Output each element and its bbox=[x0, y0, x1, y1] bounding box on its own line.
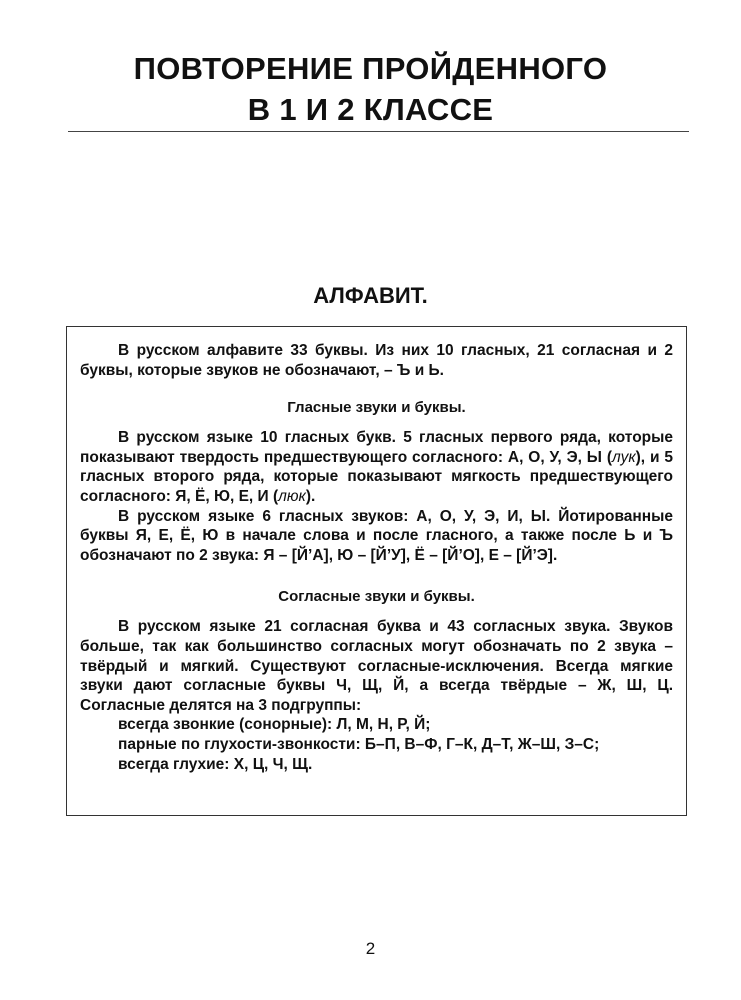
vowels-text-part-1: В русском языке 10 гласных букв. 5 гласных первого ряда, которые показывают твердость предшествующего согласного: А, О, У, Э, Ы ( bbox=[80, 429, 673, 466]
consonant-group-paired: парные по глухости-звонкости: Б–П, В–Ф, Г–К, Д–Т, Ж–Ш, З–С; bbox=[118, 735, 600, 753]
section-heading: АЛФАВИТ. bbox=[313, 283, 428, 308]
vowels-subheading: Гласные звуки и буквы. bbox=[287, 399, 466, 417]
alphabet-intro-paragraph: В русском алфавите 33 буквы. Из них 10 гласных, 21 согласная и 2 буквы, которые звуков не обозначают, – Ъ и Ь. bbox=[80, 342, 673, 379]
consonant-group-voiced: всегда звонкие (сонорные): Л, М, Н, Р, Й; bbox=[118, 716, 431, 734]
consonants-subheading: Согласные звуки и буквы. bbox=[278, 588, 475, 606]
page-title bbox=[0, 48, 741, 130]
consonant-group-voiceless: всегда глухие: Х, Ц, Ч, Щ. bbox=[118, 755, 313, 773]
page-title-line-1: ПОВТОРЕНИЕ ПРОЙДЕННОГО bbox=[133, 51, 608, 86]
vowels-text-part-3: ). bbox=[305, 487, 316, 505]
consonants-paragraph: В русском языке 21 согласная буква и 43 согласных звука. Звуков больше, так как большинство согласных могут обозначать по 2 звука – твёрдый и мягкий. Существуют согласные-исключения. Всегда мягкие звуки дают согласные буквы Ч, Щ, Й, а всегда твёрдые – Ж, Ш, Ц. Согласные делятся на 3 подгруппы: bbox=[80, 618, 673, 714]
title-divider bbox=[68, 131, 689, 132]
vowels-paragraph-2: В русском языке 6 гласных звуков: А, О, У, Э, И, Ы. Йотированные буквы Я, Е, Ё, Ю в начале слова и после гласного, а также после Ь и Ъ обозначают по 2 звука: Я – [Й’А], Ю – [Й’У], Ё – [Й’О], Е – [Й’Э]. bbox=[80, 507, 673, 564]
page-number: 2 bbox=[365, 939, 376, 958]
vowels-paragraph-1 bbox=[80, 428, 673, 506]
vowels-text-part-2: ), и 5 гласных второго ряда, которые показывают мягкость предшествующего согласного: Я, Ё, Ю, Е, И ( bbox=[80, 448, 674, 505]
example-word-lyuk: люк bbox=[278, 487, 306, 505]
rules-box bbox=[66, 326, 687, 816]
example-word-luk: лук bbox=[612, 448, 636, 466]
page-title-line-2: В 1 И 2 КЛАССЕ bbox=[247, 92, 494, 127]
